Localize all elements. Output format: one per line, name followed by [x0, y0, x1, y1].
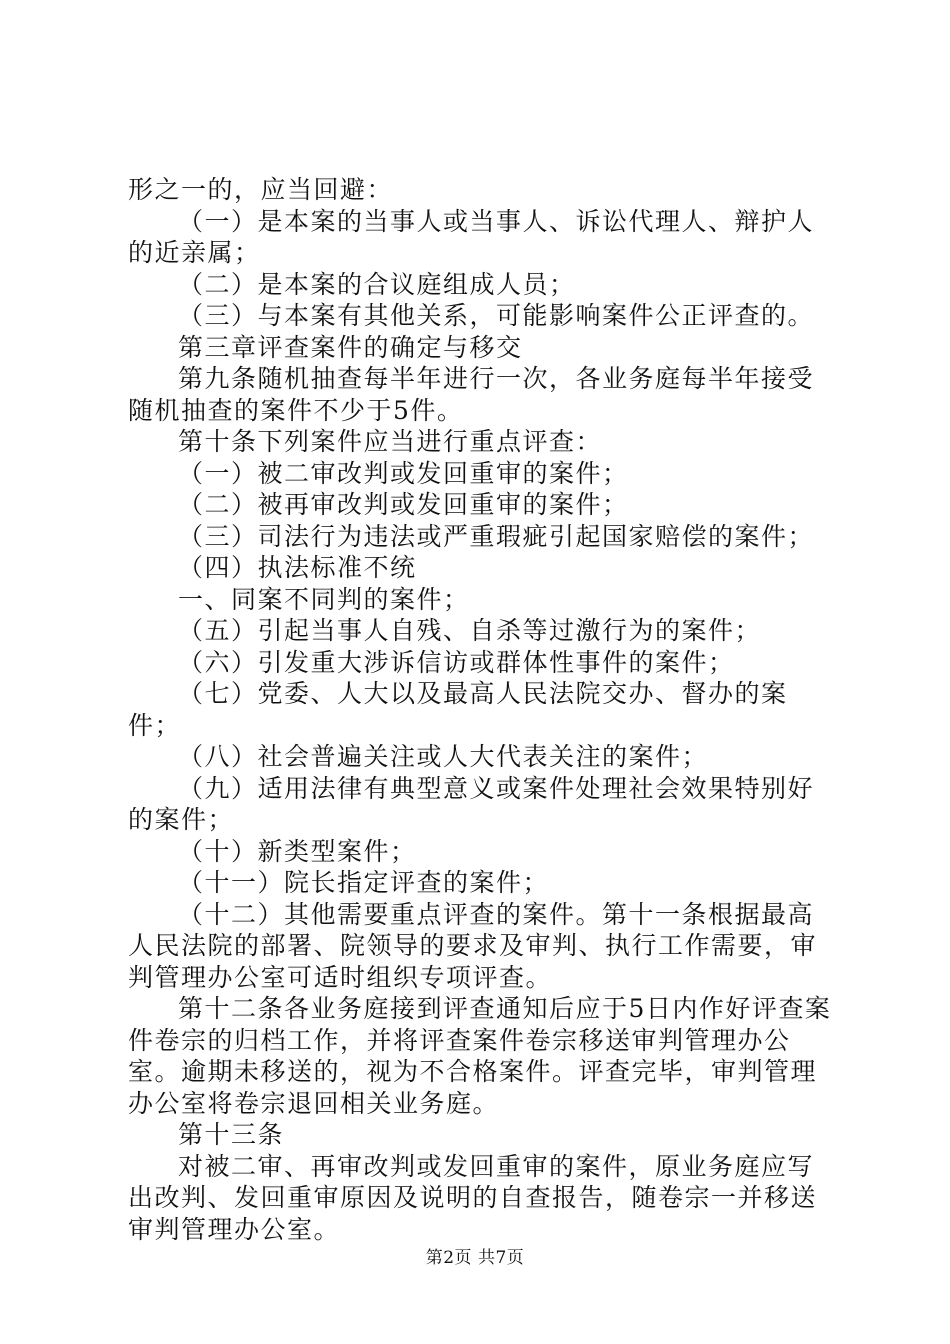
- paragraph: 第九条随机抽查每半年进行一次，各业务庭每半年接受随机抽查的案件不少于5件。: [128, 364, 815, 425]
- paragraph: 一、同案不同判的案件；: [178, 584, 470, 614]
- document-body: [128, 174, 838, 1245]
- chapter-heading: 第三章评查案件的确定与移交: [178, 332, 523, 362]
- paragraph: （一）被二审改判或发回重审的案件；: [178, 458, 629, 488]
- page-number-footer: 第2页 共7页: [425, 1248, 525, 1268]
- paragraph: （七）党委、人大以及最高人民法院交办、督办的案件；: [128, 679, 788, 740]
- paragraph: 第十二条各业务庭接到评查通知后应于5日内作好评查案件卷宗的归档工作，并将评查案件卷宗移送审判管理办公室。逾期未移送的，视为不合格案件。评查完毕，审判管理办公室将卷宗退回相关业务庭。: [128, 994, 832, 1118]
- paragraph: （九）适用法律有典型意义或案件处理社会效果特别好的案件；: [128, 773, 815, 834]
- paragraph: （八）社会普遍关注或人大代表关注的案件；: [178, 742, 709, 771]
- paragraph: （四）执法标准不统: [178, 553, 417, 582]
- paragraph: 第十条下列案件应当进行重点评查：: [178, 427, 603, 456]
- paragraph: （十）新类型案件；: [178, 836, 417, 866]
- paragraph: （十一）院长指定评查的案件；: [178, 868, 550, 897]
- paragraph: （二）是本案的合议庭组成人员；: [178, 269, 576, 299]
- paragraph: （五）引起当事人自残、自杀等过激行为的案件；: [178, 616, 762, 645]
- paragraph: （十二）其他需要重点评查的案件。第十一条根据最高人民法院的部署、院领导的要求及审判、执行工作需要，审判管理办公室可适时组织专项评查。: [128, 899, 818, 992]
- paragraph: （六）引发重大涉诉信访或群体性事件的案件；: [178, 647, 735, 677]
- paragraph: 第十三条: [178, 1120, 285, 1149]
- paragraph: （三）司法行为违法或严重瑕疵引起国家赔偿的案件；: [178, 521, 815, 551]
- paragraph: （三）与本案有其他关系，可能影响案件公正评查的。: [178, 301, 815, 330]
- paragraph: 形之一的，应当回避：: [128, 175, 394, 204]
- paragraph: （一）是本案的当事人或当事人、诉讼代理人、辩护人的近亲属；: [128, 206, 815, 267]
- paragraph: （二）被再审改判或发回重审的案件；: [178, 490, 629, 519]
- paragraph: 对被二审、再审改判或发回重审的案件，原业务庭应写出改判、发回重审原因及说明的自查报告，随卷宗一并移送审判管理办公室。: [128, 1151, 818, 1244]
